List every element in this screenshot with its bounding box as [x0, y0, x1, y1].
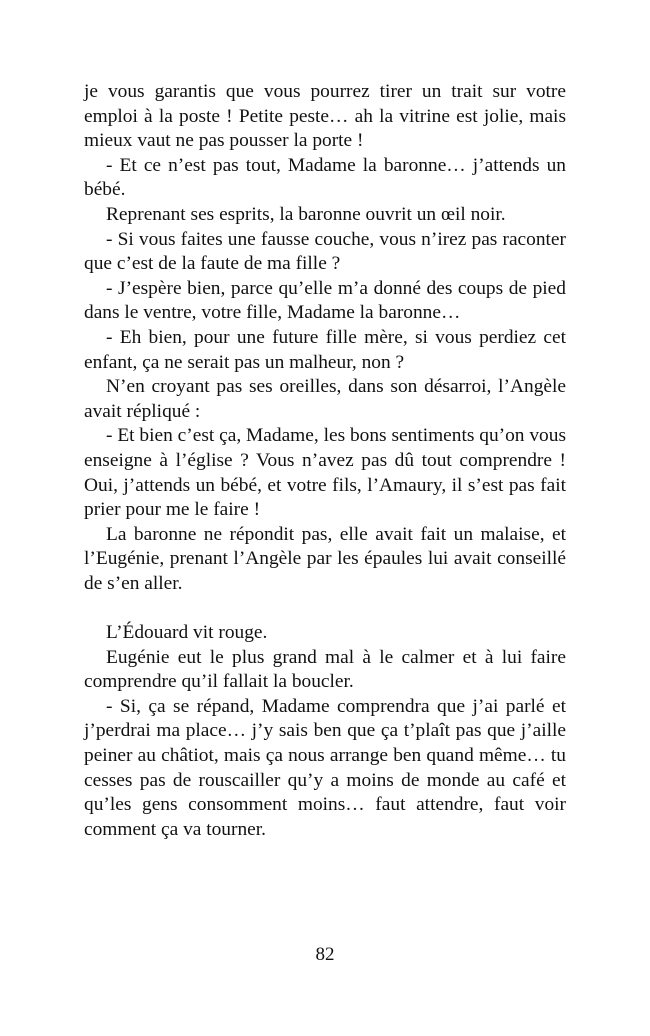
page-body: [84, 80, 566, 842]
paragraph: - Si vous faites une fausse couche, vous n’irez pas raconter que c’est de la faute de ma fille ?: [84, 228, 566, 275]
paragraph: - J’espère bien, parce qu’elle m’a donné des coups de pied dans le ventre, votre fille, Madame la baronne…: [84, 277, 566, 324]
paragraph: Reprenant ses esprits, la baronne ouvrit un œil noir.: [106, 203, 506, 225]
paragraph: La baronne ne répondit pas, elle avait fait un malaise, et l’Eugénie, prenant l’Angèle par les épaules lui avait conseillé de s’en aller.: [84, 523, 566, 594]
paragraph: L’Édouard vit rouge.: [106, 622, 268, 644]
paragraph: Eugénie eut le plus grand mal à le calmer et à lui faire comprendre qu’il fallait la boucler.: [84, 646, 566, 693]
paragraph: je vous garantis que vous pourrez tirer un trait sur votre emploi à la poste ! Petite peste… ah la vitrine est jolie, mais mieux vaut ne pas pousser la porte !: [84, 81, 566, 152]
section-break: [84, 596, 566, 621]
paragraph: - Et bien c’est ça, Madame, les bons sentiments qu’on vous enseigne à l’église ? Vous n’avez pas dû tout comprendre ! Oui, j’attends un bébé, et votre fils, l’Amaury, il s’est pas fait prier pour me le faire !: [84, 425, 566, 521]
paragraph: - Si, ça se répand, Madame comprendra que j’ai parlé et j’perdrai ma place… j’y sais ben que ça t’plaît pas que j’aille peiner au châtiot, mais ça nous arrange ben quand même… tu cesses pas de rouscailler qu’y a moins de monde au café et qu’les gens consomment moins… faut attendre, faut voir comment ça va tourner.: [84, 695, 566, 840]
page-number: 82: [315, 944, 335, 965]
paragraph: - Eh bien, pour une future fille mère, si vous perdiez cet enfant, ça ne serait pas un malheur, non ?: [84, 326, 566, 373]
paragraph: - Et ce n’est pas tout, Madame la baronne… j’attends un bébé.: [84, 154, 566, 201]
paragraph: N’en croyant pas ses oreilles, dans son désarroi, l’Angèle avait répliqué :: [84, 376, 566, 422]
